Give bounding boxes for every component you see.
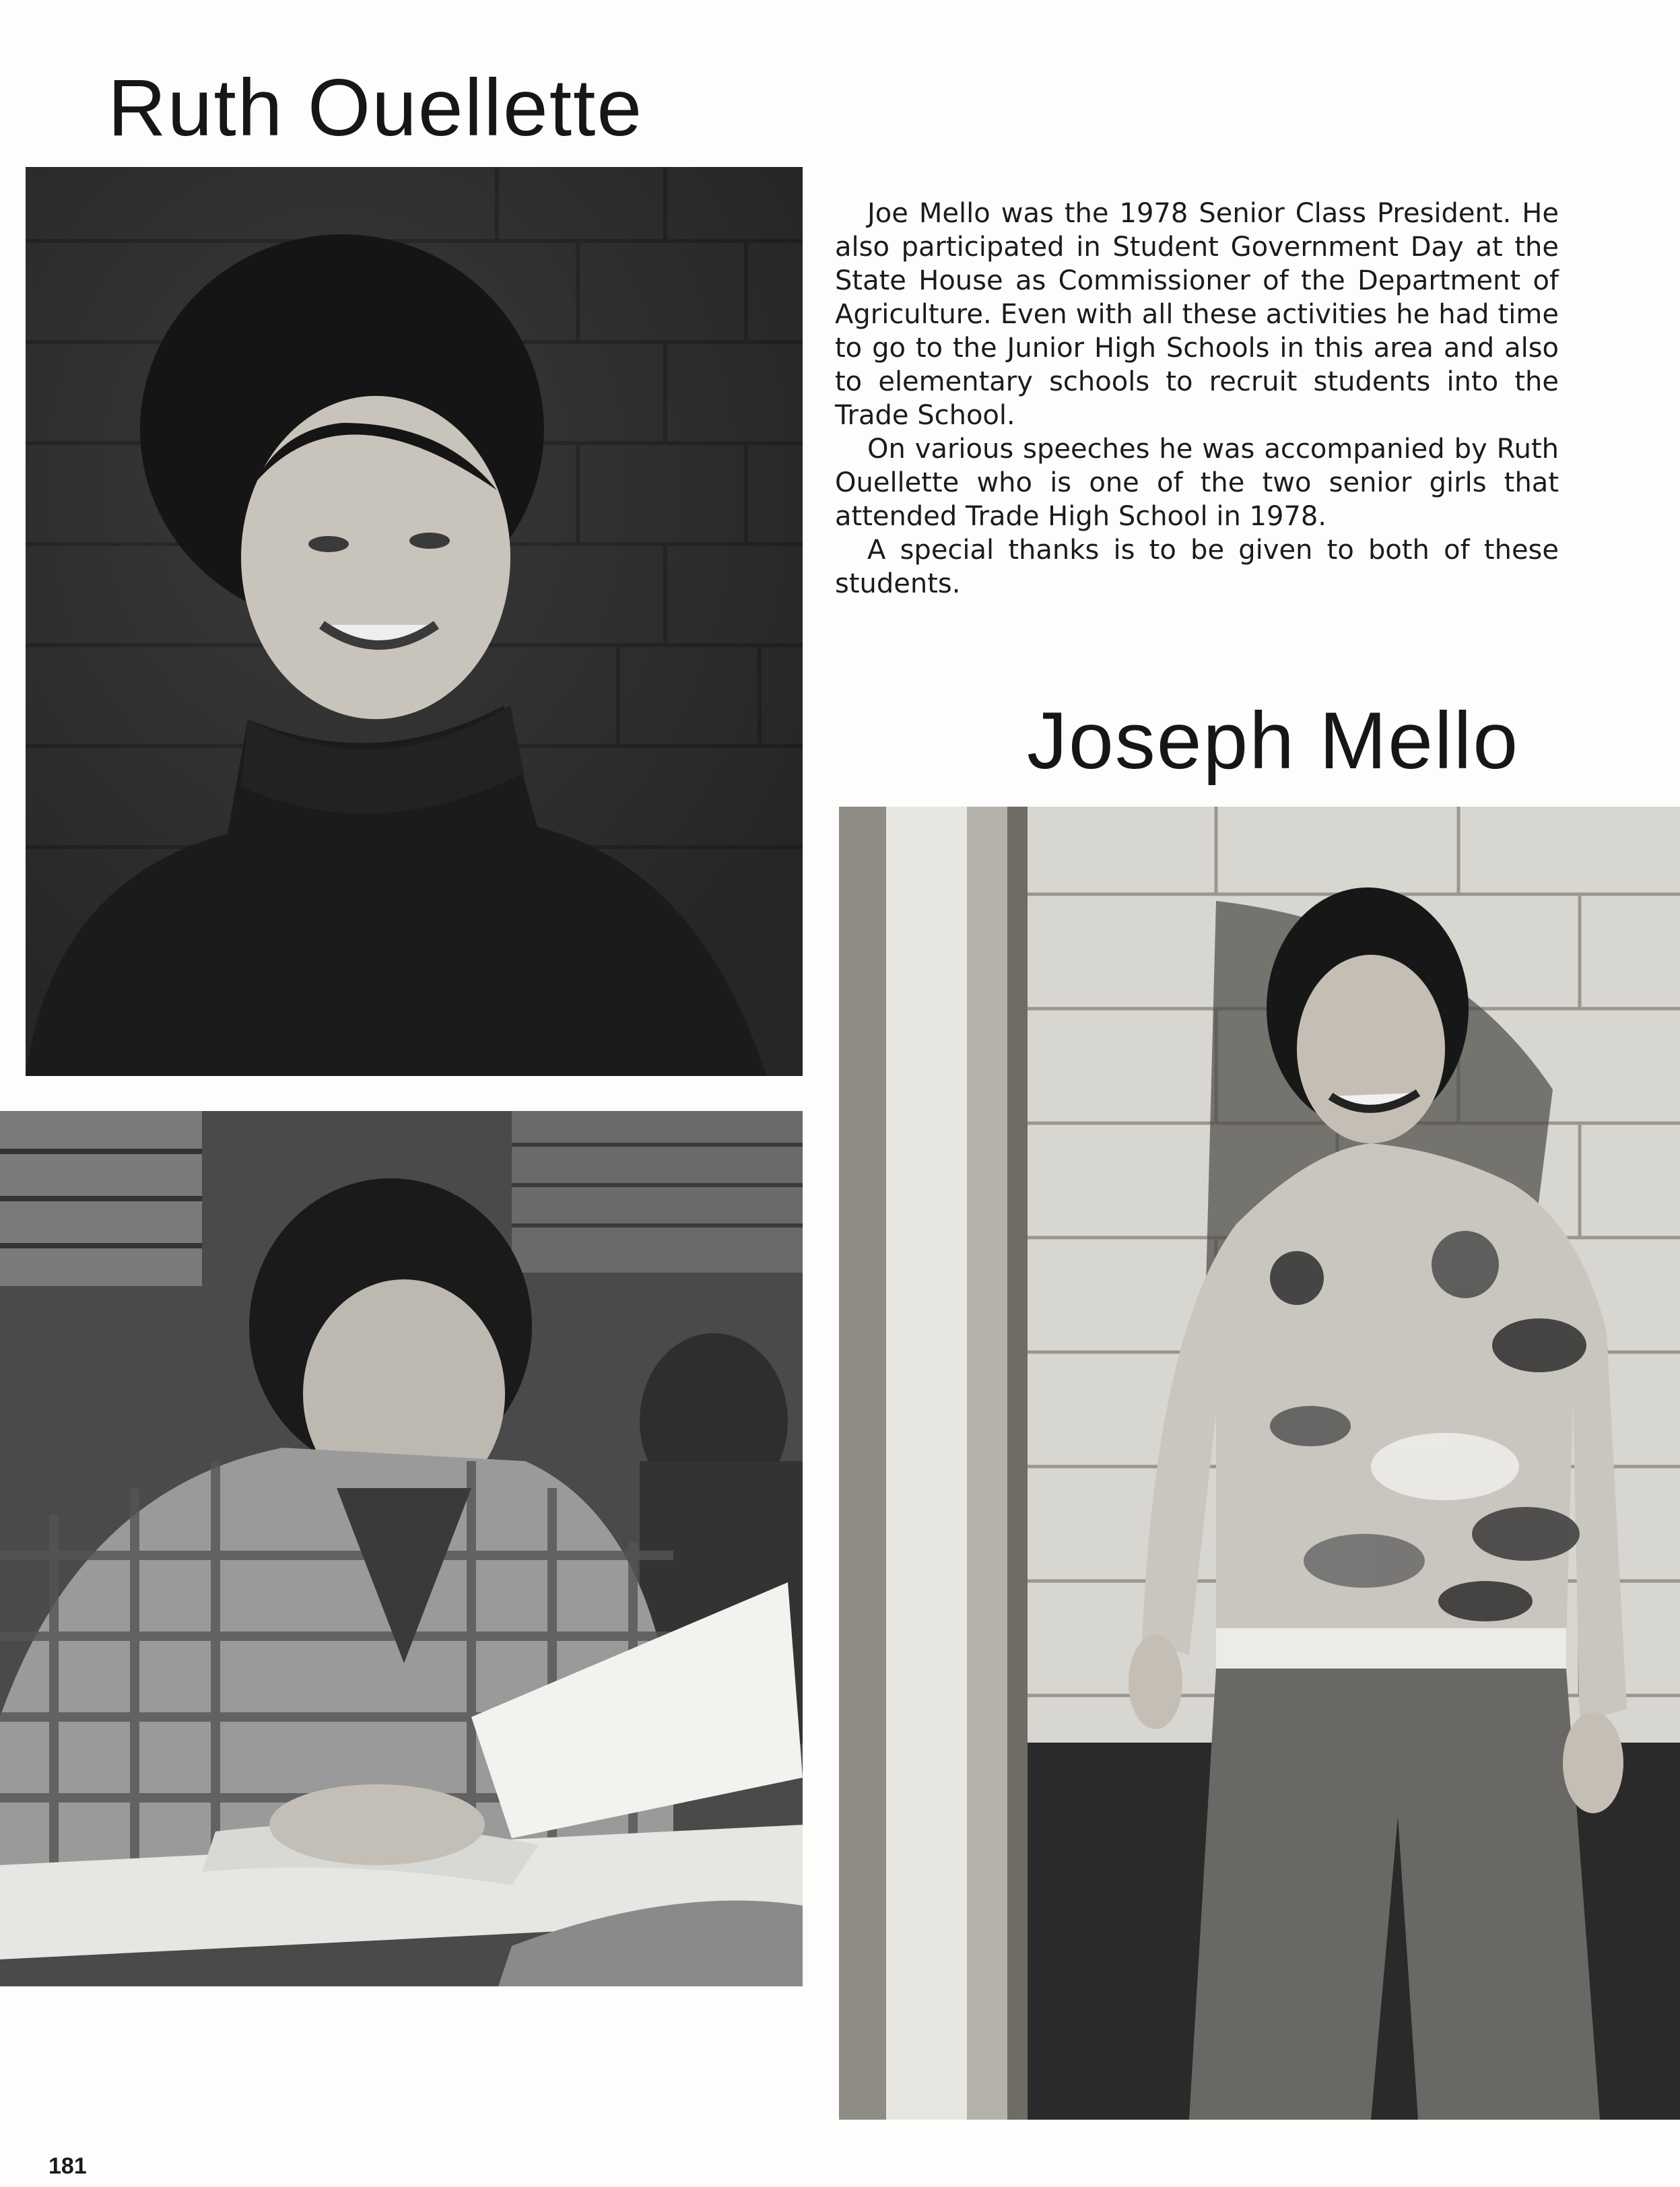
photo-joseph-standing [839, 807, 1680, 2120]
photo-ruth-portrait [26, 167, 803, 1076]
photo-student-reading [0, 1111, 803, 1986]
heading-joseph-mello: Joseph Mello [1027, 696, 1520, 786]
page-number: 181 [48, 2153, 87, 2179]
article-paragraph-1: Joe Mello was the 1978 Senior Class President. He also participated in Student Government Day at the State House as Commissioner of the Department of Agriculture. Even with all these activities he had time to go to the Junior High Schools in this area and also to elementary schools to recruit students into the Trade School. [835, 198, 1559, 431]
heading-ruth-ouellette: Ruth Ouellette [108, 63, 644, 153]
article-text [835, 197, 1559, 601]
article-paragraph-3: A special thanks is to be given to both of these students. [835, 535, 1559, 599]
article-paragraph-2: On various speeches he was accompanied by Ruth Ouellette who is one of the two senior girls that attended Trade High School in 1978. [835, 434, 1559, 532]
